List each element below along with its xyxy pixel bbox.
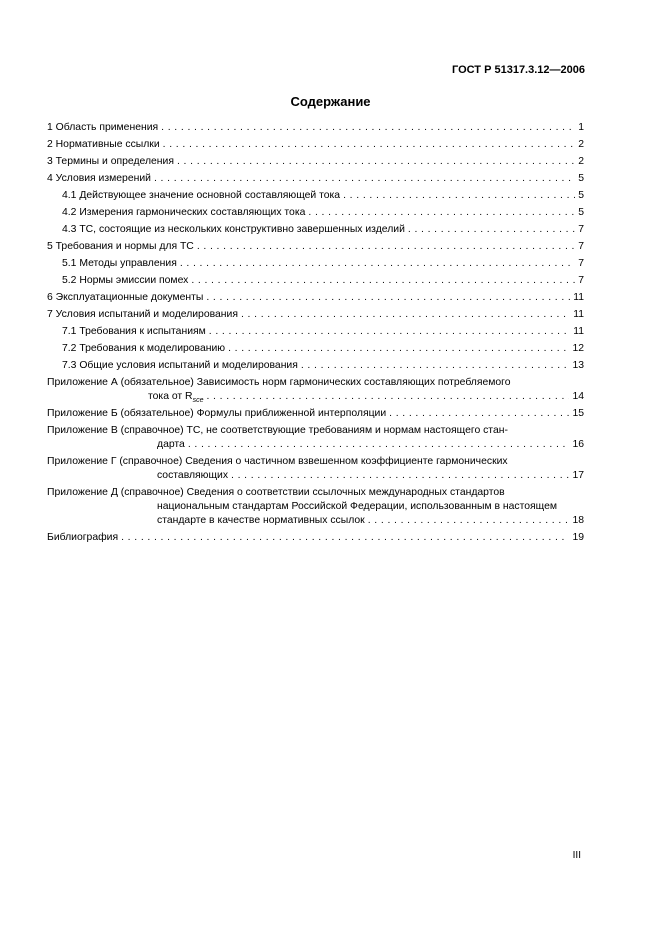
toc-entry: 2 Нормативные ссылки . . . 2: [47, 138, 584, 152]
toc-annex: Приложение Б (обязательное) Формулы приближенной интерполяции . . . 15: [47, 407, 584, 421]
toc-entry: 5.1 Методы управления . . . 7: [47, 257, 584, 271]
toc-annex: Приложение Д (справочное) Сведения о соответствии ссылочных международных стандартов национальным стандартам Российской Федерации, использованным в настоящем стандарте в качестве нормативных ссылок . . . 18: [47, 486, 584, 528]
toc-entry: 6 Эксплуатационные документы . . . 11: [47, 291, 584, 305]
toc-entry: 5 Требования и нормы для ТС . . . 7: [47, 240, 584, 254]
toc-entry: 7.1 Требования к испытаниям . . . 11: [47, 325, 584, 339]
toc-entry: 4.2 Измерения гармонических составляющих тока . . . 5: [47, 206, 584, 220]
toc-annex: Приложение А (обязательное) Зависимость норм гармонических составляющих потребляемого тока от $R_{sce}$ . . . 14: [47, 376, 584, 404]
toc-entry: 4.3 ТС, состоящие из нескольких конструктивно завершенных изделий . . . 7: [47, 223, 584, 237]
toc-bibliography: Библиография . . . 19: [47, 531, 584, 545]
page-title: Содержание: [290, 94, 371, 109]
document-id: ГОСТ Р 51317.3.12—2006: [451, 64, 585, 76]
toc-entry: 7 Условия испытаний и моделирования . . . 11: [47, 308, 584, 322]
toc-entry: 5.2 Нормы эмиссии помех . . . 7: [47, 274, 584, 288]
toc-annex: Приложение В (справочное) ТС, не соответствующие требованиям и нормам настоящего стан- дарта . . . 16: [47, 424, 584, 452]
page-number: III: [572, 850, 581, 861]
toc-entry: 7.2 Требования к моделированию . . . 12: [47, 342, 584, 356]
toc-annex: Приложение Г (справочное) Сведения о частичном взвешенном коэффициенте гармонических составляющих . . . 17: [47, 455, 584, 483]
toc-entry: 4 Условия измерений . . . 5: [47, 172, 584, 186]
table-of-contents: [47, 121, 584, 548]
toc-entry: 7.3 Общие условия испытаний и моделирования . . . 13: [47, 359, 584, 373]
toc-entry: 3 Термины и определения . . . 2: [47, 155, 584, 169]
toc-entry: 1 Область применения . . . 1: [47, 121, 584, 135]
toc-entry: 4.1 Действующее значение основной составляющей тока . . . 5: [47, 189, 584, 203]
